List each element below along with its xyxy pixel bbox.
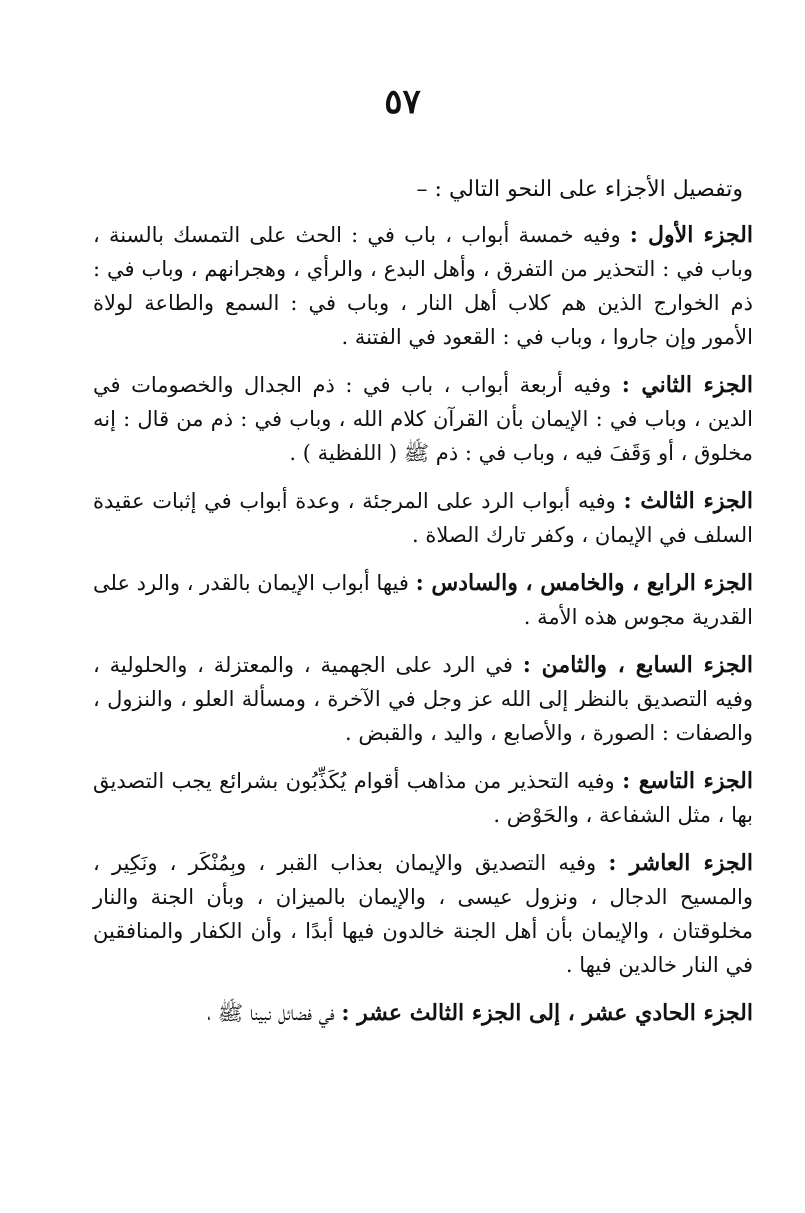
intro-line: وتفصيل الأجزاء على النحو التالي : –: [416, 177, 743, 202]
section-part-2: [93, 368, 753, 470]
section-title: الجزء الثالث :: [623, 488, 753, 514]
section-parts-7-8: [93, 648, 753, 750]
section-body: وفيه أربعة أبواب ، باب في : ذم الجدال والخصومات في الدين ، وباب في : الإيمان بأن القرآن كلام الله ، وباب في : ذم من قال : إنه مخلوق ، أو وَقَفَ فيه ، وباب في : ذم ﷺ ( اللفظية ) .: [93, 373, 753, 465]
section-title: الجزء الثاني :: [621, 372, 753, 398]
section-title: الجزء الأول :: [629, 222, 753, 248]
section-part-9: [93, 764, 753, 832]
section-part-3: [93, 484, 753, 552]
section-body: في فضائل نبينا ﷺ ،: [207, 1001, 335, 1025]
section-body: فيها أبواب الإيمان بالقدر ، والرد على القدرية مجوس هذه الأمة .: [93, 571, 753, 629]
section-part-1: [93, 218, 753, 354]
section-parts-4-6: [93, 566, 753, 634]
section-part-10: [93, 846, 753, 982]
section-title: الجزء السابع ، والثامن :: [522, 652, 754, 678]
page-number: ٥٧: [384, 82, 421, 122]
section-body: وفيه التصديق والإيمان بعذاب القبر ، وبِمُنْكَر ، ونَكِير ، والمسيح الدجال ، ونزول عيسى ، والإيمان بالميزان ، وبأن الجنة والنار مخلوقتان ، والإيمان بأن أهل الجنة خالدون فيها أبدًا ، وأن الكفار والمنافقين في النار خالدين فيها .: [93, 851, 753, 977]
section-title: الجزء التاسع :: [622, 768, 753, 794]
section-title: الجزء الحادي عشر ، إلى الجزء الثالث عشر :: [341, 1000, 753, 1026]
sections-list: [93, 218, 753, 1044]
section-body: وفيه التحذير من مذاهب أقوام يُكَذِّبُون بشرائع يجب التصديق بها ، مثل الشفاعة ، والحَوْض .: [93, 769, 753, 827]
section-parts-11-13: [93, 996, 753, 1030]
section-body: وفيه خمسة أبواب ، باب في : الحث على التمسك بالسنة ، وباب في : التحذير من التفرق ، وأهل البدع ، والرأي ، وهجرانهم ، وباب في : ذم الخوارج الذين هم كلاب أهل النار ، وباب في : السمع والطاعة لولاة الأمور وإن جاروا ، وباب في : القعود في الفتنة .: [93, 223, 753, 349]
section-body: وفيه أبواب الرد على المرجئة ، وعدة أبواب في إثبات عقيدة السلف في الإيمان ، وكفر تارك الصلاة .: [93, 489, 753, 547]
section-body: في الرد على الجهمية ، والمعتزلة ، والحلولية ، وفيه التصديق بالنظر إلى الله عز وجل في الآخرة ، ومسألة العلو ، والنزول ، والصفات : الصورة ، والأصابع ، واليد ، والقبض .: [93, 653, 753, 745]
section-title: الجزء العاشر :: [608, 850, 753, 876]
section-title: الجزء الرابع ، والخامس ، والسادس :: [415, 570, 753, 596]
